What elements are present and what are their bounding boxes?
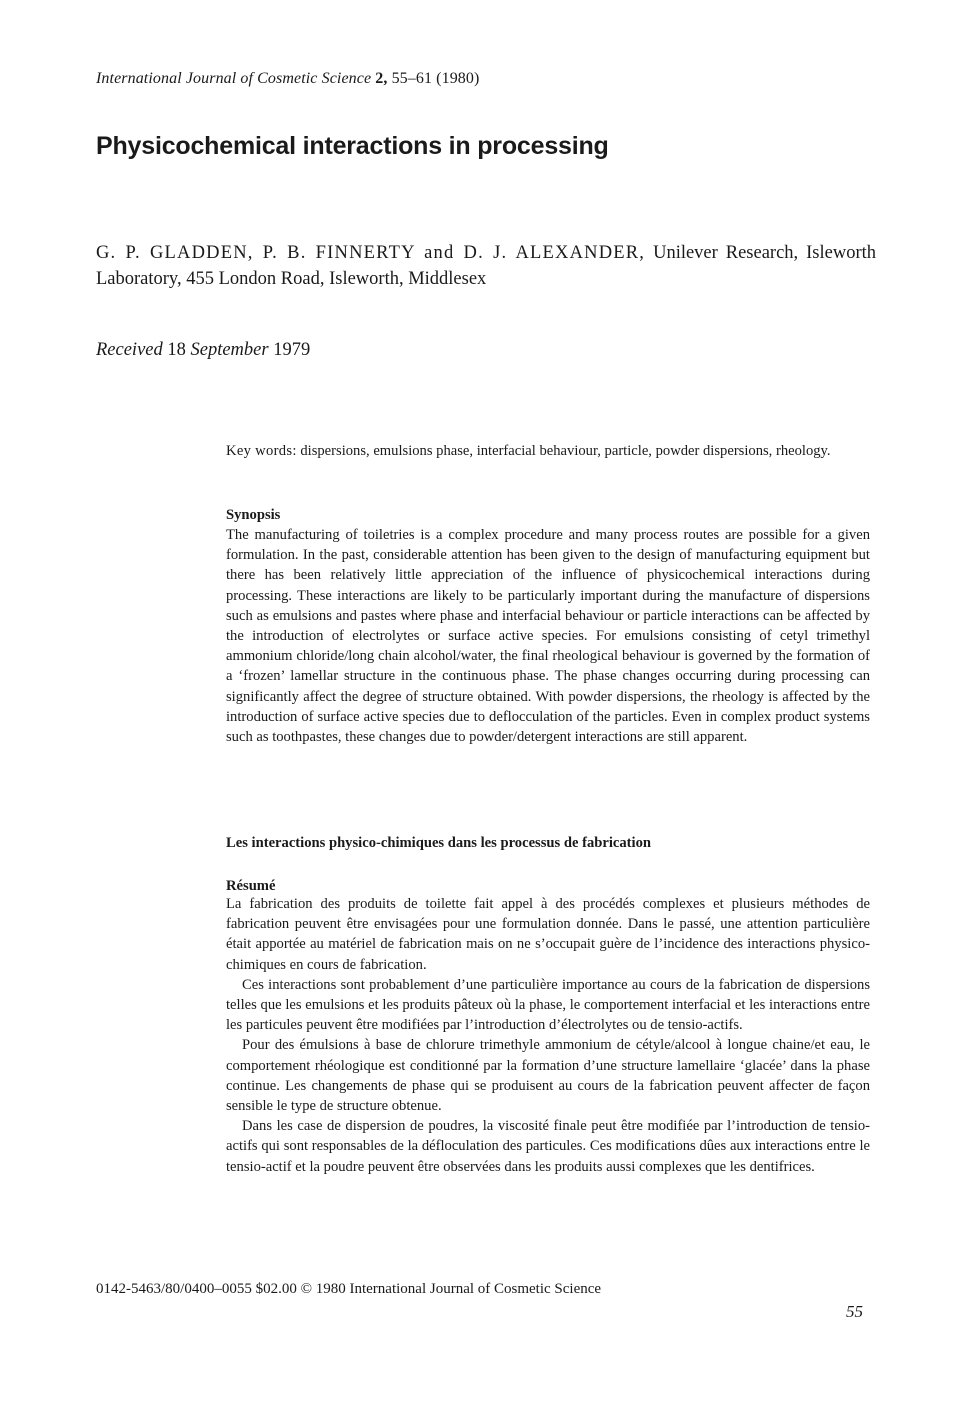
keywords-text: dispersions, emulsions phase, interfacial behaviour, particle, powder dispersions, rheology. [300, 443, 831, 459]
journal-volume: 2, [375, 70, 388, 87]
article-title: Physicochemical interactions in processing [96, 132, 609, 160]
keywords-label: Key words: [226, 443, 297, 459]
author-affiliation: Unilever Research, Isleworth Laboratory, 455 London Road, Isleworth, Middlesex [96, 243, 876, 289]
resume-paragraph: Ces interactions sont probablement d’une particulière importance au cours de la fabrication de dispersions telles que les emulsions et les produits pâteux où la phase, le comportement interfacial et les interactions entre les particules peuvent être modifiées par l’introduction d’électrolytes ou de tensio-actifs. [226, 976, 870, 1034]
french-title: Les interactions physico-chimiques dans les processus de fabrication [226, 835, 652, 851]
resume-paragraph: Dans les case de dispersion de poudres, la viscosité finale peut être modifiée par l’introduction de tensio-actifs qui sont responsables de la défloculation des particules. Ces modifications dûes aux interactions entre le tensio-actif et la poudre peuvent être observées dans les produits aussi complexes que les dentifrices. [226, 1118, 870, 1175]
keywords-block [226, 441, 870, 461]
author-block [96, 240, 876, 292]
resume-heading: Résumé [226, 878, 276, 894]
journal-name: International Journal of Cosmetic Science [96, 70, 372, 87]
received-date [96, 340, 310, 361]
resume-paragraph: La fabrication des produits de toilette fait appel à des procédés complexes et plusieurs méthodes de fabrication peuvent être envisagées pour une formulation donnée. Dans le passé, une attention particulière était apportée au matériel de fabrication mais on ne s’occupait guère de l’incidence des interactions physico-chimiques en cours de fabrication. [226, 896, 870, 973]
synopsis-body: The manufacturing of toiletries is a complex procedure and many process routes are possible for a given formulation. In the past, considerable attention has been given to the design of manufacturing equipment but there has been relatively little appreciation of the influence of physicochemical interactions during processing. These interactions are likely to be particularly important during the manufacture of dispersions such as emulsions and pastes where phase and interfacial behaviour or particle interactions can be affected by the introduction of electrolytes or surface active species. For emulsions consisting of cetyl trimethyl ammonium chloride/long chain alcohol/water, the final rheological behaviour is governed by the formation of a ‘frozen’ lamellar structure in the continuous phase. The phase changes occurring during processing can significantly affect the degree of structure obtained. With powder dispersions, the rheology is affected by the introduction of surface active species due to deflocculation of the particles. Even in complex product systems such as toothpastes, these changes due to powder/detergent interactions are still apparent. [226, 527, 870, 746]
synopsis-heading: Synopsis [226, 507, 281, 523]
journal-pages: 55–61 (1980) [391, 70, 480, 87]
journal-citation [96, 70, 479, 88]
received-label: Received [96, 340, 163, 360]
author-names: G. P. GLADDEN, P. B. FINNERTY and D. J. ALEXANDER, [96, 243, 646, 263]
resume-body [226, 894, 870, 1177]
received-month: September [190, 340, 269, 360]
received-day: 18 [167, 340, 186, 360]
received-year: 1979 [273, 340, 311, 360]
page-number: 55 [846, 1302, 863, 1321]
resume-paragraph: Pour des émulsions à base de chlorure trimethyle ammonium de cétyle/alcool à longue chaine/et eau, le comportement rhéologique est conditionné par la formation d’une structure lamellaire ‘glacée’ dans la phase continue. Les changements de phase qui se produisent au cours de la fabrication peuvent affecter de façon sensible le type de structure obtenue. [226, 1037, 870, 1115]
footer-copyright: 0142-5463/80/0400–0055 $02.00 © 1980 International Journal of Cosmetic Science [96, 1281, 602, 1297]
